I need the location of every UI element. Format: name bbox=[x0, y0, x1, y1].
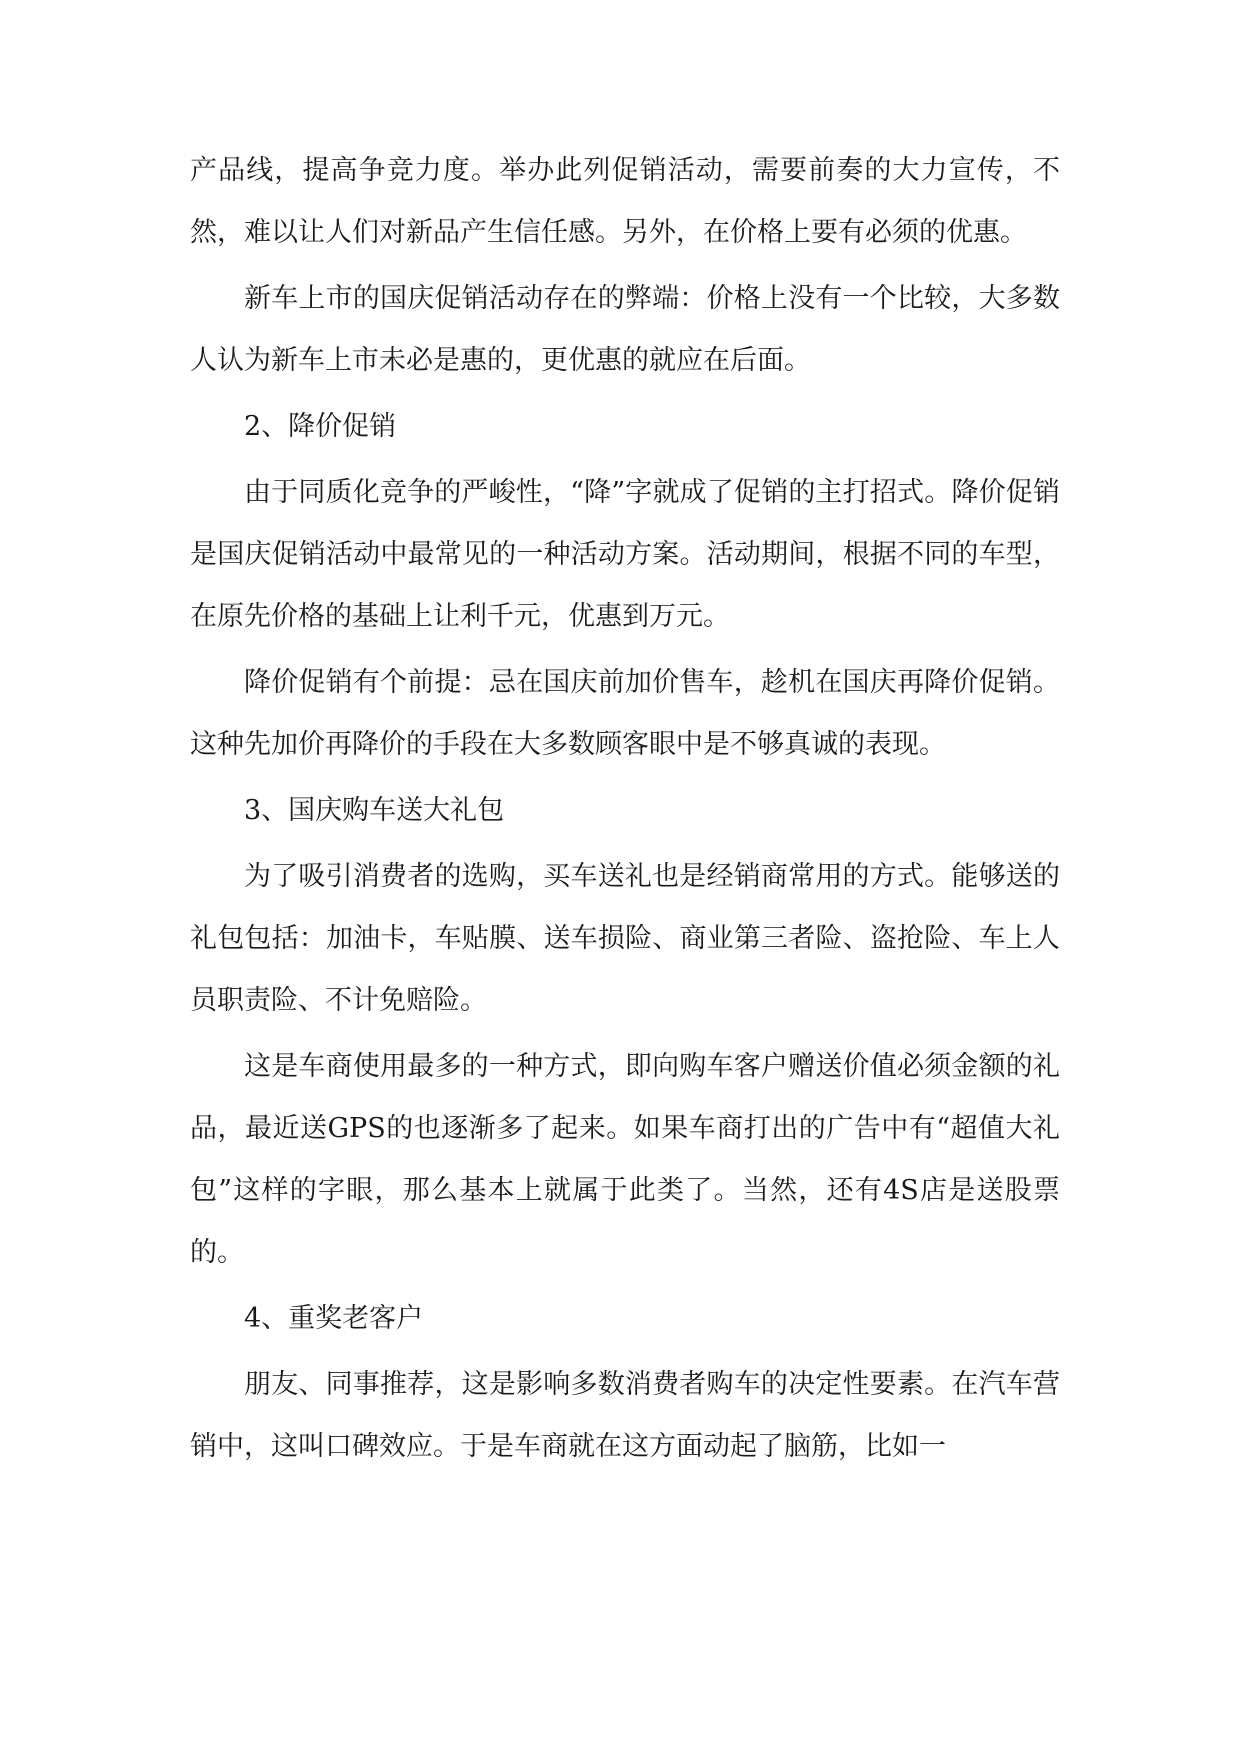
document-body bbox=[190, 140, 1060, 1482]
paragraph: 朋友、同事推荐，这是影响多数消费者购车的决定性要素。在汽车营销中，这叫口碑效应。于是车商就在这方面动起了脑筋，比如一 bbox=[190, 1369, 1060, 1462]
paragraph: 降价促销有个前提：忌在国庆前加价售车，趁机在国庆再降价促销。这种先加价再降价的手段在大多数顾客眼中是不够真诚的表现。 bbox=[190, 667, 1060, 760]
paragraph: 这是车商使用最多的一种方式，即向购车客户赠送价值必须金额的礼品，最近送GPS的也逐渐多了起来。如果车商打出的广告中有“超值大礼包”这样的字眼，那么基本上就属于此类了。当然，还有4S店是送股票的。 bbox=[190, 1051, 1060, 1268]
section-heading: 2、降价促销 bbox=[244, 411, 397, 442]
paragraph: 由于同质化竞争的严峻性，“降”字就成了促销的主打招式。降价促销是国庆促销活动中最常见的一种活动方案。活动期间，根据不同的车型，在原先价格的基础上让利千元，优惠到万元。 bbox=[190, 477, 1060, 632]
paragraph: 为了吸引消费者的选购，买车送礼也是经销商常用的方式。能够送的礼包包括：加油卡，车贴膜、送车损险、商业第三者险、盗抢险、车上人员职责险、不计免赔险。 bbox=[190, 861, 1060, 1016]
paragraph: 新车上市的国庆促销活动存在的弊端：价格上没有一个比较，大多数人认为新车上市未必是惠的，更优惠的就应在后面。 bbox=[190, 283, 1060, 376]
section-heading: 3、国庆购车送大礼包 bbox=[244, 795, 505, 826]
paragraph-continuation: 产品线，提高争竞力度。举办此列促销活动，需要前奏的大力宣传，不然，难以让人们对新品产生信任感。另外，在价格上要有必须的优惠。 bbox=[190, 155, 1060, 248]
section-heading: 4、重奖老客户 bbox=[244, 1303, 424, 1334]
